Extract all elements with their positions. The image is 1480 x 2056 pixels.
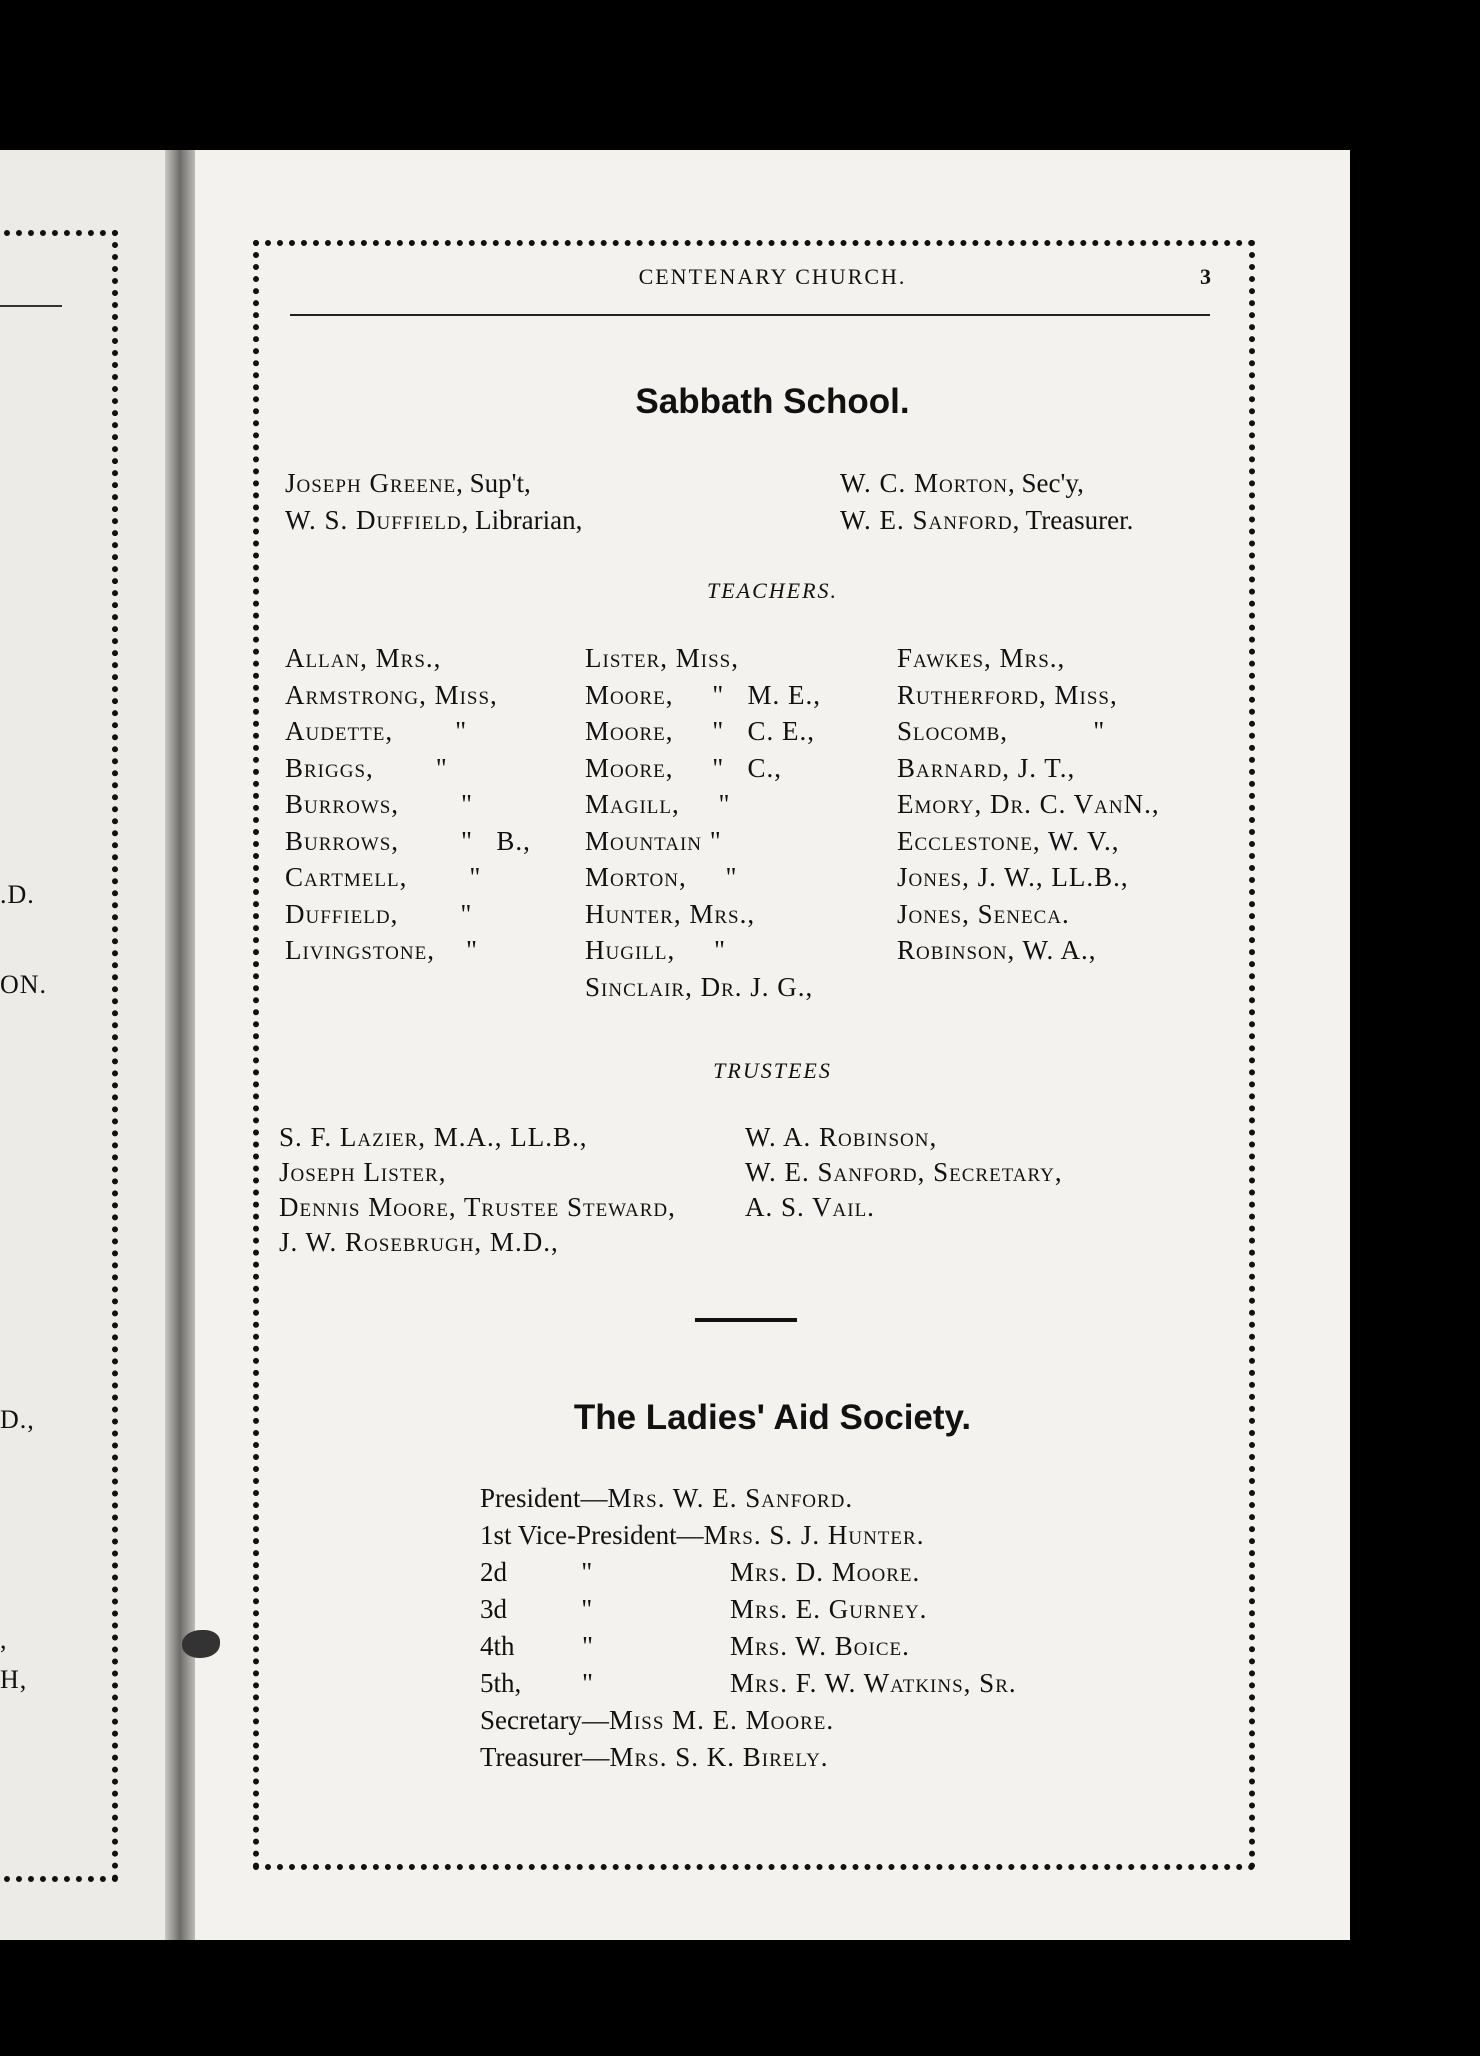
facing-page-fragment: ON. xyxy=(0,970,48,999)
teacher-entry: Moore, " C., xyxy=(585,752,783,783)
officer-librarian xyxy=(285,505,582,536)
officer-name: W. C. Morton xyxy=(840,468,1008,498)
trustee-entry: A. S. Vail. xyxy=(745,1192,875,1222)
officer-role: 5th, " xyxy=(480,1668,594,1698)
teacher-entry: Audette, " xyxy=(285,716,468,746)
ladies-aid-officer xyxy=(480,1480,1017,1517)
teacher-entry: Livingstone, " xyxy=(285,935,478,965)
teachers-column-1 xyxy=(285,640,531,969)
trustee-entry: J. W. Rosebrugh, M.D., xyxy=(279,1227,559,1257)
teacher-entry: Morton, " xyxy=(585,862,738,892)
trustees-column-2 xyxy=(745,1120,1063,1225)
teacher-entry: Jones, J. W., LL.B., xyxy=(897,862,1129,892)
officer-role: , Sec'y, xyxy=(1007,468,1084,498)
teachers-heading: TEACHERS. xyxy=(706,578,839,603)
officer-name: Mrs. D. Moore. xyxy=(730,1557,921,1587)
officer-name: Mrs. S. J. Hunter. xyxy=(703,1520,925,1550)
teacher-entry: Burrows, " B., xyxy=(285,825,531,856)
officer-role: 2d " xyxy=(480,1557,593,1587)
section-divider xyxy=(695,1318,797,1322)
running-head: CENTENARY CHURCH. xyxy=(638,264,907,289)
officer-role: 4th " xyxy=(480,1631,594,1661)
officer-role: 3d " xyxy=(480,1594,593,1624)
officer-name: Mrs. S. K. Birely. xyxy=(609,1742,829,1772)
page xyxy=(195,150,1350,1940)
facing-page-fragment: .D. xyxy=(0,880,35,909)
facing-page xyxy=(0,150,180,1940)
ladies-aid-officers xyxy=(480,1480,1017,1776)
officer-name: W. S. Duffield xyxy=(285,505,462,535)
teacher-entry: Allan, Mrs., xyxy=(285,643,442,673)
teacher-entry: Fawkes, Mrs., xyxy=(897,643,1066,673)
teacher-entry: Jones, Seneca. xyxy=(897,898,1070,929)
trustee-entry: W. A. Robinson, xyxy=(745,1122,938,1152)
sabbath-school-title: Sabbath School. xyxy=(635,382,910,421)
officer-secretary xyxy=(840,468,1084,499)
officer-name: Miss M. E. Moore. xyxy=(608,1705,835,1735)
officer-name: W. E. Sanford xyxy=(840,505,1013,535)
teacher-entry: Mountain " xyxy=(585,825,722,856)
teacher-entry: Barnard, J. T., xyxy=(897,752,1076,783)
ink-blot xyxy=(182,1630,220,1658)
teacher-entry: Hunter, Mrs., xyxy=(585,898,756,929)
header-rule xyxy=(290,314,1210,316)
teacher-entry: Rutherford, Miss, xyxy=(897,679,1118,710)
trustee-entry: Dennis Moore, Trustee Steward, xyxy=(279,1192,676,1222)
trustee-entry: W. E. Sanford, Secretary, xyxy=(745,1157,1063,1187)
ladies-aid-officer xyxy=(480,1702,1017,1739)
ladies-aid-title: The Ladies' Aid Society. xyxy=(573,1398,972,1437)
officer-role: , Sup't, xyxy=(456,468,531,498)
teacher-entry: Emory, Dr. C. VanN., xyxy=(897,789,1160,819)
trustee-entry: S. F. Lazier, M.A., LL.B., xyxy=(279,1122,588,1152)
facing-page-border xyxy=(0,230,118,1882)
teachers-column-2 xyxy=(585,640,821,1005)
teacher-entry: Slocomb, " xyxy=(897,716,1106,746)
officer-superintendent xyxy=(285,468,531,499)
facing-page-fragment: , xyxy=(0,1625,8,1654)
officer-name: Mrs. E. Gurney. xyxy=(730,1594,928,1624)
teacher-entry: Briggs, " xyxy=(285,752,448,783)
trustees-heading: TRUSTEES xyxy=(713,1058,832,1083)
page-number: 3 xyxy=(1200,264,1211,289)
trustee-entry: Joseph Lister, xyxy=(279,1157,447,1187)
teachers-column-3 xyxy=(897,640,1160,969)
officer-role: 1st Vice-President— xyxy=(480,1520,704,1550)
officer-role: Treasurer— xyxy=(480,1742,610,1772)
teacher-entry: Duffield, " xyxy=(285,898,473,929)
officer-treasurer xyxy=(840,505,1133,536)
officer-name: Mrs. F. W. Watkins, Sr. xyxy=(730,1668,1017,1698)
ladies-aid-officer xyxy=(480,1554,1017,1591)
teacher-entry: Robinson, W. A., xyxy=(897,935,1097,965)
teacher-entry: Ecclestone, W. V., xyxy=(897,825,1120,856)
officer-name: Joseph Greene xyxy=(285,468,457,498)
ladies-aid-officer xyxy=(480,1591,1017,1628)
ladies-aid-officer xyxy=(480,1665,1017,1702)
teacher-entry: Lister, Miss, xyxy=(585,643,739,673)
teacher-entry: Moore, " M. E., xyxy=(585,679,821,710)
trustees-column-1 xyxy=(279,1120,676,1260)
facing-page-fragment: H, xyxy=(0,1665,28,1694)
book-spine xyxy=(165,150,195,1940)
teacher-entry: Cartmell, " xyxy=(285,862,482,892)
teacher-entry: Hugill, " xyxy=(585,935,727,965)
ladies-aid-officer xyxy=(480,1739,1017,1776)
teacher-entry: Moore, " C. E., xyxy=(585,716,816,746)
teacher-entry: Armstrong, Miss, xyxy=(285,679,498,710)
facing-page-rule xyxy=(0,305,62,307)
officer-role: , Librarian, xyxy=(461,505,583,535)
ladies-aid-officer xyxy=(480,1517,1017,1554)
officer-role: Secretary— xyxy=(480,1705,609,1735)
teacher-entry: Burrows, " xyxy=(285,789,474,819)
officer-name: Mrs. W. E. Sanford. xyxy=(607,1483,854,1513)
teacher-entry: Sinclair, Dr. J. G., xyxy=(585,971,814,1002)
officer-name: Mrs. W. Boice. xyxy=(730,1631,910,1661)
officer-role: President— xyxy=(480,1483,608,1513)
ladies-aid-officer xyxy=(480,1628,1017,1665)
teacher-entry: Magill, " xyxy=(585,789,731,819)
officer-role: , Treasurer. xyxy=(1012,505,1134,535)
facing-page-fragment: D., xyxy=(0,1405,35,1434)
